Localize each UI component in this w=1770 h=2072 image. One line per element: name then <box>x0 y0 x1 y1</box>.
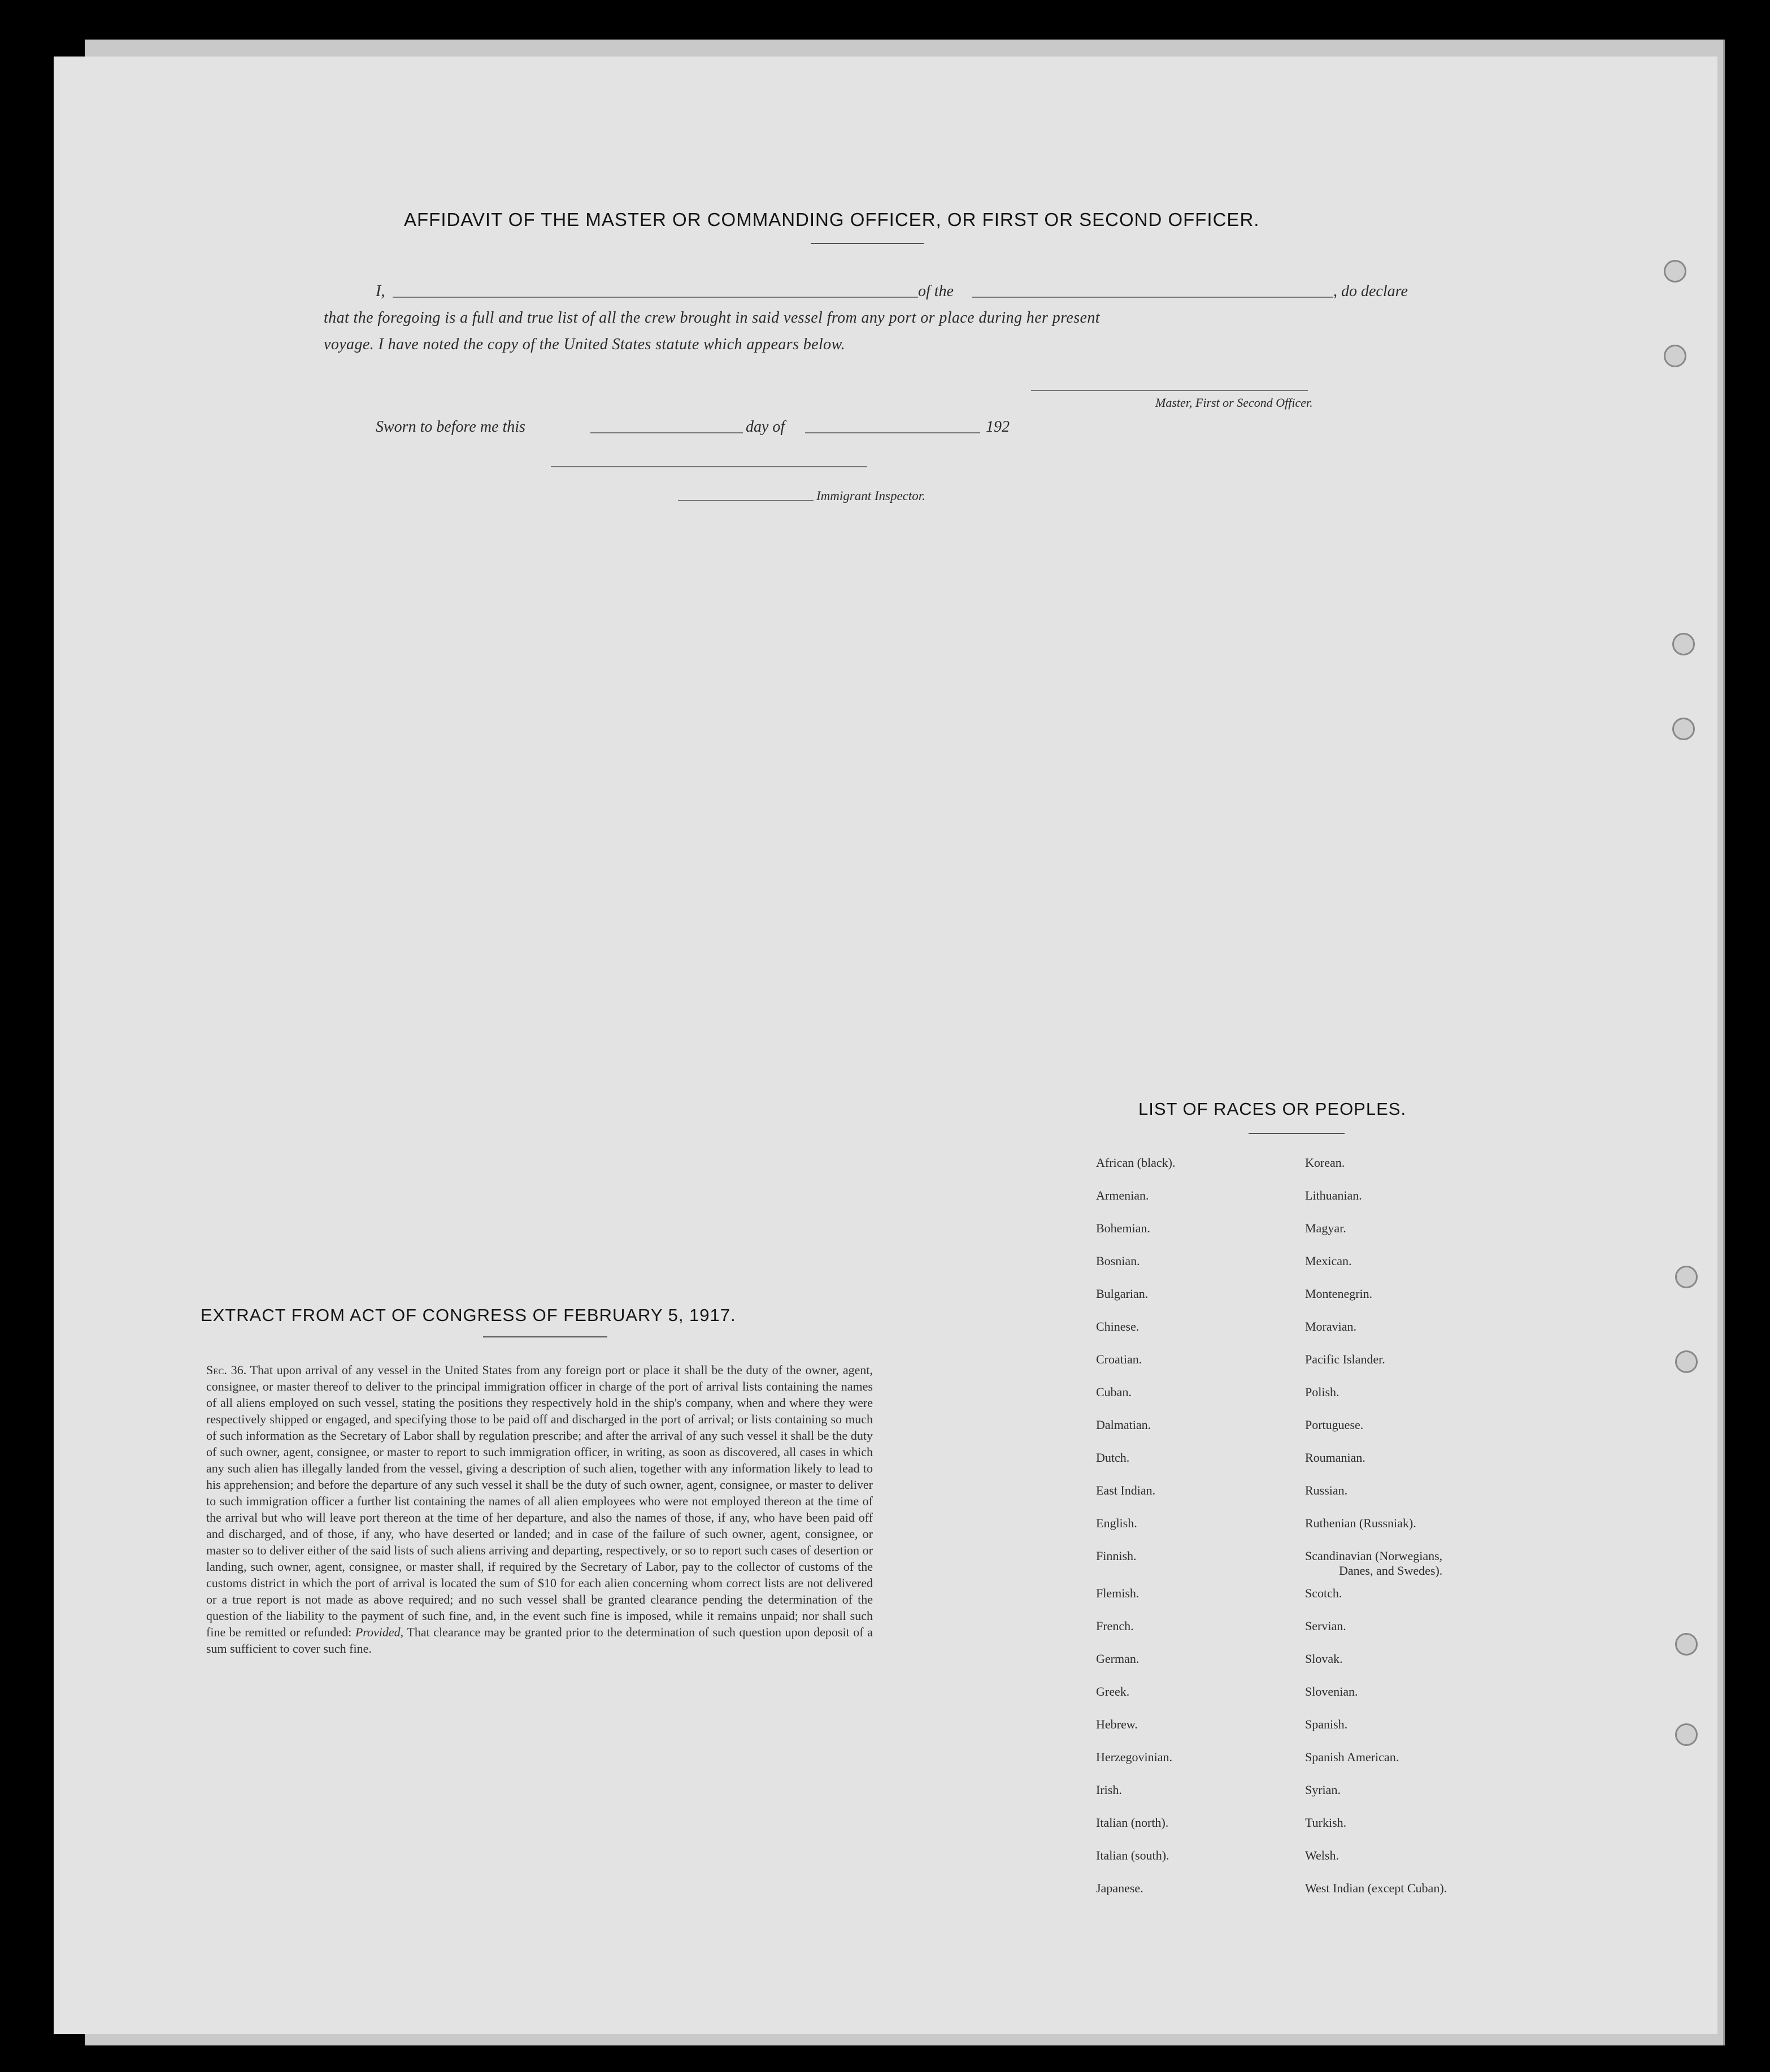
race-item: Slovenian. <box>1305 1684 1358 1699</box>
document-page <box>54 57 1717 2034</box>
affidavit-line2: that the foregoing is a full and true list of all the crew brought in said vessel from any port or place during her present <box>324 309 1100 327</box>
extract-underline <box>483 1336 607 1337</box>
race-item: Ruthenian (Russniak). <box>1305 1516 1416 1530</box>
race-item: Flemish. <box>1096 1586 1140 1600</box>
race-item: Chinese. <box>1096 1319 1140 1333</box>
races-title: LIST OF RACES OR PEOPLES. <box>1138 1099 1407 1119</box>
section-label: Sec. 36. <box>206 1363 247 1377</box>
race-item: Russian. <box>1305 1483 1348 1497</box>
race-item: Magyar. <box>1305 1221 1346 1235</box>
inspector-blank[interactable] <box>551 466 867 467</box>
race-item: Armenian. <box>1096 1188 1149 1202</box>
race-item: Moravian. <box>1305 1319 1357 1333</box>
race-item: Italian (north). <box>1096 1815 1169 1830</box>
race-item: Irish. <box>1096 1783 1122 1797</box>
race-item: Servian. <box>1305 1619 1346 1633</box>
sworn-month-blank[interactable] <box>805 432 980 433</box>
binder-hole <box>1672 633 1695 655</box>
affidavit-title: AFFIDAVIT OF THE MASTER OR COMMANDING OFFICER, OR FIRST OR SECOND OFFICER. <box>404 209 1260 230</box>
binder-hole <box>1664 345 1686 367</box>
race-item: Spanish American. <box>1305 1750 1399 1764</box>
race-item: Bohemian. <box>1096 1221 1150 1235</box>
year-prefix: 192 <box>986 418 1010 436</box>
extract-body <box>206 1362 873 1657</box>
race-item: Syrian. <box>1305 1783 1341 1797</box>
race-item: French. <box>1096 1619 1134 1633</box>
race-item: Scotch. <box>1305 1586 1342 1600</box>
sworn-day-blank[interactable] <box>590 432 743 433</box>
race-item: Finnish. <box>1096 1549 1137 1563</box>
race-item: Turkish. <box>1305 1815 1347 1830</box>
provided-text: That clearance may be granted prior to the determination of such question upon deposit of a sum sufficient to cover such fine. <box>206 1625 873 1656</box>
signature-label: Master, First or Second Officer. <box>1155 396 1313 410</box>
title-underline <box>811 243 924 244</box>
affidavit-do-declare: , do declare <box>1333 283 1408 300</box>
race-item: Mexican. <box>1305 1254 1352 1268</box>
race-item: Cuban. <box>1096 1385 1132 1399</box>
race-item: Lithuanian. <box>1305 1188 1362 1202</box>
race-item: Dutch. <box>1096 1450 1130 1465</box>
race-item: Italian (south). <box>1096 1848 1169 1862</box>
race-item: Hebrew. <box>1096 1717 1138 1731</box>
extract-title: EXTRACT FROM ACT OF CONGRESS OF FEBRUARY 5, 1917. <box>201 1305 736 1325</box>
race-item: Bulgarian. <box>1096 1287 1149 1301</box>
race-item: Greek. <box>1096 1684 1130 1699</box>
section-body: That upon arrival of any vessel in the United States from any foreign port or place it shall be the duty of the owner, agent, consignee, or master thereof to deliver to the principal immigration officer in charge of the port of arrival lists containing the names of all aliens employed on such vessel, stating the positions they respectively hold in the ship's company, when and where they were respectively shipped or engaged, and specifying those to be paid off and discharged in the port of arrival; or lists containing so much of such information as the Secretary of Labor shall by regulation prescribe; and after the arrival of any such vessel it shall be the duty of such owner, agent, consignee, or master to report to such immigration officer, in writing, as soon as discovered, all cases in which any such alien has illegally landed from the vessel, giving a description of such alien, together with any information likely to lead to his apprehension; and before the departure of any such vessel it shall be the duty of such owner, agent, consignee, or master to deliver to such immigration officer a further list containing the names of all alien employees who were not employed thereon at the time of the arrival but who will leave port thereon at the time of her departure, and also the names of those, if any, who have been paid off and discharged, and of those, if any, who have deserted or landed; and in case of the failure of such owner, agent, consignee, or master so to deliver either of the said lists of such aliens arriving and departing, respectively, or so to report such cases of desertion or landing, such owner, agent, consignee, or master shall, if required by the Secretary of Labor, pay to the collector of customs of the customs district in which the port of arrival is located the sum of $10 for each alien concerning whom correct lists are not delivered or a true report is not made as above required; and no such vessel shall be granted clearance pending the determination of the question of the liability to the payment of such fine, and, in the event such fine is imposed, while it remains unpaid; nor shall such fine be remitted or refunded: <box>206 1363 873 1639</box>
races-underline <box>1249 1133 1345 1134</box>
affidavit-line3: voyage. I have noted the copy of the United States statute which appears below. <box>324 336 845 353</box>
race-item: West Indian (except Cuban). <box>1305 1881 1447 1895</box>
race-item: Montenegrin. <box>1305 1287 1373 1301</box>
vessel-blank[interactable] <box>972 297 1333 298</box>
race-item: Croatian. <box>1096 1352 1142 1366</box>
race-item: German. <box>1096 1652 1140 1666</box>
race-item: Bosnian. <box>1096 1254 1140 1268</box>
inspector-blank-short[interactable] <box>678 500 814 501</box>
race-item: Slovak. <box>1305 1652 1343 1666</box>
race-item: Polish. <box>1305 1385 1340 1399</box>
race-item: Roumanian. <box>1305 1450 1365 1465</box>
race-item: Danes, and Swedes). <box>1339 1563 1443 1578</box>
inspector-label: Immigrant Inspector. <box>816 489 925 503</box>
race-item: Korean. <box>1305 1156 1345 1170</box>
race-item: Pacific Islander. <box>1305 1352 1385 1366</box>
race-item: Welsh. <box>1305 1848 1339 1862</box>
race-item: English. <box>1096 1516 1137 1530</box>
race-item: Japanese. <box>1096 1881 1143 1895</box>
binder-hole <box>1675 1723 1698 1746</box>
binder-hole <box>1675 1350 1698 1373</box>
affidavit-of-the: of the <box>918 283 954 300</box>
name-blank[interactable] <box>393 297 918 298</box>
binder-hole <box>1675 1266 1698 1288</box>
affidavit-i: I, <box>376 283 385 300</box>
race-item: African (black). <box>1096 1156 1176 1170</box>
race-item: Spanish. <box>1305 1717 1348 1731</box>
race-item: Scandinavian (Norwegians, <box>1305 1549 1443 1563</box>
race-item: Dalmatian. <box>1096 1418 1151 1432</box>
sworn-text: Sworn to before me this <box>376 418 525 436</box>
signature-blank[interactable] <box>1031 390 1308 391</box>
binder-hole <box>1664 260 1686 283</box>
race-item: Portuguese. <box>1305 1418 1364 1432</box>
provided-label: Provided, <box>355 1625 404 1639</box>
race-item: Herzegovinian. <box>1096 1750 1172 1764</box>
race-item: East Indian. <box>1096 1483 1156 1497</box>
binder-hole <box>1672 718 1695 740</box>
binder-hole <box>1675 1633 1698 1656</box>
sworn-day-of: day of <box>746 418 785 436</box>
